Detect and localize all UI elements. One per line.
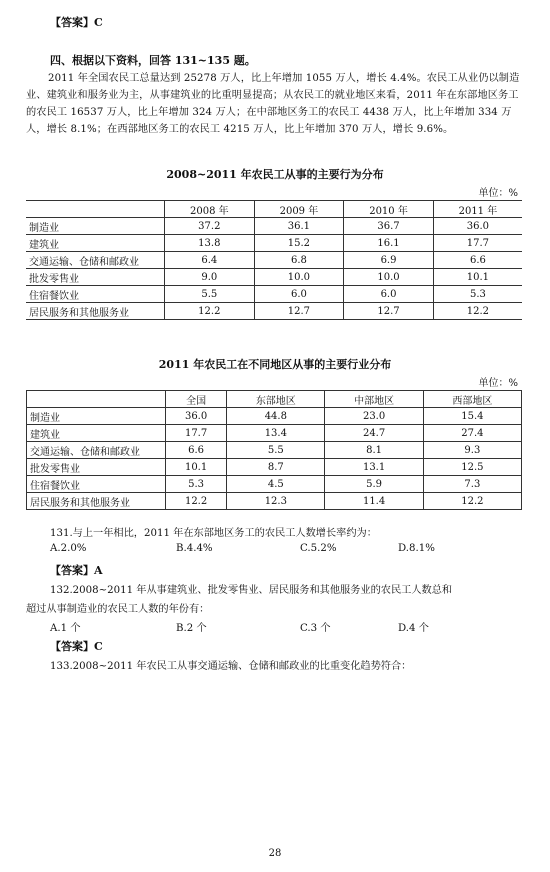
table-cell: 5.3: [166, 476, 227, 493]
option-c: C.3 个: [300, 623, 331, 634]
table-cell: 13.4: [227, 425, 325, 442]
question-131: 131.与上一年相比，2011 年在东部地区务工的农民工人数增长率约为：: [50, 528, 377, 539]
table-row: [27, 408, 522, 425]
table-cell: 15.2: [254, 235, 344, 252]
table-header-row: [27, 391, 522, 408]
table-cell: 8.1: [325, 442, 423, 459]
option-a: A.2.0%: [50, 543, 87, 554]
table-cell: 9.0: [165, 269, 255, 286]
table-cell: 37.2: [165, 218, 255, 235]
section-heading: 四、根据以下资料，回答 131~135 题。: [50, 54, 256, 67]
table-cell: 12.3: [227, 493, 325, 510]
table2-title: 2011 年农民工在不同地区从事的主要行业分布: [158, 358, 392, 371]
table-cell: 12.2: [433, 303, 522, 320]
table-cell: 5.9: [325, 476, 423, 493]
table-header-row: [26, 201, 522, 218]
table-cell: 12.2: [423, 493, 521, 510]
table1-title: 2008~2011 年农民工从事的主要行为分布: [166, 168, 384, 181]
table-cell: 15.4: [423, 408, 521, 425]
table-cell: 10.0: [254, 269, 344, 286]
answer-label: 【答案】A: [50, 564, 103, 577]
row-label: 交通运输、仓储和邮政业: [26, 252, 165, 269]
row-label: 居民服务和其他服务业: [26, 303, 165, 320]
table-row: [26, 269, 522, 286]
table-cell: 7.3: [423, 476, 521, 493]
table-cell: 11.4: [325, 493, 423, 510]
table2: [26, 390, 522, 510]
table-row: [27, 459, 522, 476]
option-c: C.5.2%: [300, 543, 337, 554]
option-b: B.4.4%: [176, 543, 213, 554]
table-cell: 27.4: [423, 425, 521, 442]
table-cell: 9.3: [423, 442, 521, 459]
table-cell: 12.7: [254, 303, 344, 320]
question-132-line1: 132.2008~2011 年从事建筑业、批发零售业、居民服务和其他服务业的农民工人数总和: [50, 585, 453, 596]
table-header-cell: 东部地区: [227, 391, 325, 408]
table-cell: 10.0: [344, 269, 434, 286]
row-label: 建筑业: [27, 425, 166, 442]
row-label: 住宿餐饮业: [27, 476, 166, 493]
table-cell: 12.7: [344, 303, 434, 320]
table-header-cell: [27, 391, 166, 408]
table-header-cell: 2010 年: [344, 201, 434, 218]
table-header-cell: 2009 年: [254, 201, 344, 218]
answer-label: 【答案】C: [50, 16, 103, 29]
table-header-cell: 全国: [166, 391, 227, 408]
table-cell: 44.8: [227, 408, 325, 425]
paragraph-text: 2011 年全国农民工总量达到 25278 万人，比上年增加 1055 万人，增长 4.4%。农民工从业仍以制造业、建筑业和服务业为主，从事建筑业的比重明显提高；从农民工的就业地区来看，2011 年在东部地区务工的农民工 16537 万人，比上年增加 324 万人；在中部地区务工的农民工 4438 万人，比上年增加 334 万人，增长 8.1%；在西部地区务工的农民工 4215 万人，比上年增加 370 万人，增长 9.6%。: [26, 73, 520, 135]
table-row: [27, 442, 522, 459]
table-row: [27, 425, 522, 442]
table-cell: 16.1: [344, 235, 434, 252]
table-cell: 12.2: [165, 303, 255, 320]
table-cell: 36.0: [166, 408, 227, 425]
table-cell: 36.0: [433, 218, 522, 235]
table-cell: 13.8: [165, 235, 255, 252]
table-cell: 12.5: [423, 459, 521, 476]
table-row: [27, 493, 522, 510]
row-label: 交通运输、仓储和邮政业: [27, 442, 166, 459]
answer-label: 【答案】C: [50, 640, 103, 653]
question-132-line2: 超过从事制造业的农民工人数的年份有：: [26, 604, 210, 615]
table-row: [26, 218, 522, 235]
table-cell: 24.7: [325, 425, 423, 442]
table-header-cell: 西部地区: [423, 391, 521, 408]
table-cell: 36.1: [254, 218, 344, 235]
table1-unit: 单位：%: [478, 188, 518, 199]
row-label: 批发零售业: [27, 459, 166, 476]
table-row: [27, 476, 522, 493]
row-label: 制造业: [26, 218, 165, 235]
table-row: [26, 235, 522, 252]
table-header-cell: 2011 年: [433, 201, 522, 218]
table-cell: 4.5: [227, 476, 325, 493]
row-label: 制造业: [27, 408, 166, 425]
table-cell: 6.0: [344, 286, 434, 303]
option-a: A.1 个: [50, 623, 81, 634]
row-label: 批发零售业: [26, 269, 165, 286]
table-cell: 6.6: [166, 442, 227, 459]
row-label: 建筑业: [26, 235, 165, 252]
table-cell: 6.6: [433, 252, 522, 269]
question-133: 133.2008~2011 年农民工从事交通运输、仓储和邮政业的比重变化趋势符合：: [50, 661, 412, 672]
table-cell: 8.7: [227, 459, 325, 476]
table-header-cell: 2008 年: [165, 201, 255, 218]
table-header-cell: 中部地区: [325, 391, 423, 408]
table-row: [26, 286, 522, 303]
option-b: B.2 个: [176, 623, 207, 634]
intro-paragraph: [26, 70, 524, 138]
table-cell: 13.1: [325, 459, 423, 476]
table-cell: 23.0: [325, 408, 423, 425]
table-row: [26, 252, 522, 269]
table-row: [26, 303, 522, 320]
page-number: 28: [268, 848, 282, 859]
table-cell: 6.0: [254, 286, 344, 303]
table-cell: 6.9: [344, 252, 434, 269]
table-cell: 6.4: [165, 252, 255, 269]
table-cell: 5.3: [433, 286, 522, 303]
table-cell: 36.7: [344, 218, 434, 235]
table-cell: 10.1: [166, 459, 227, 476]
table-cell: 17.7: [166, 425, 227, 442]
table-cell: 5.5: [227, 442, 325, 459]
table-cell: 5.5: [165, 286, 255, 303]
row-label: 居民服务和其他服务业: [27, 493, 166, 510]
table-cell: 12.2: [166, 493, 227, 510]
table-header-cell: [26, 201, 165, 218]
table-cell: 17.7: [433, 235, 522, 252]
table1: [26, 200, 522, 320]
table-cell: 10.1: [433, 269, 522, 286]
table-cell: 6.8: [254, 252, 344, 269]
row-label: 住宿餐饮业: [26, 286, 165, 303]
table2-unit: 单位：%: [478, 378, 518, 389]
option-d: D.8.1%: [398, 543, 435, 554]
option-d: D.4 个: [398, 623, 429, 634]
